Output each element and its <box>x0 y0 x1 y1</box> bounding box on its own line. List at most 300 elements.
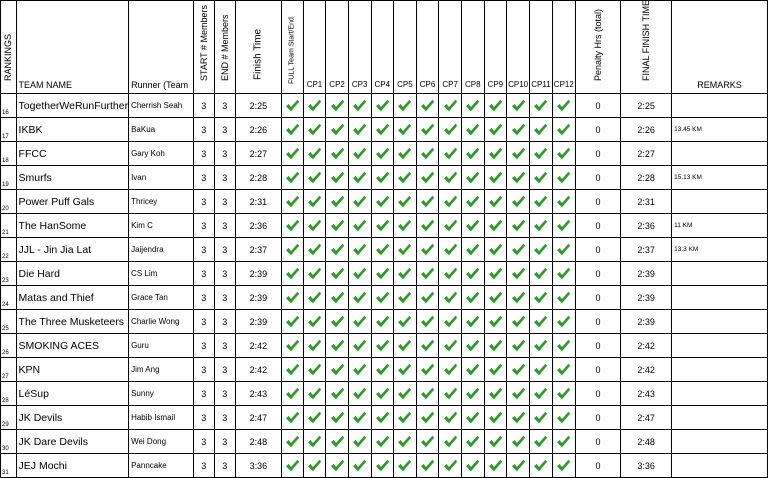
checkpoint-cell <box>552 454 575 478</box>
table-row <box>1 190 768 214</box>
checkpoint-cell <box>507 310 530 334</box>
table-row <box>1 142 768 166</box>
final-finish-cell: 3:36 <box>621 454 672 478</box>
checkmark-icon <box>511 459 526 472</box>
penalty-cell: 0 <box>575 406 620 430</box>
penalty-cell: 0 <box>575 214 620 238</box>
checkmark-icon <box>307 99 322 112</box>
checkpoint-cell <box>461 214 484 238</box>
penalty-cell: 0 <box>575 310 620 334</box>
checkpoint-cell <box>326 166 349 190</box>
checkpoint-cell <box>394 334 417 358</box>
checkmark-icon <box>375 363 390 376</box>
checkpoint-cell <box>461 430 484 454</box>
finish-time-cell: 2:47 <box>235 406 281 430</box>
checkpoint-cell <box>530 454 553 478</box>
checkmark-icon <box>511 435 526 448</box>
checkmark-icon <box>511 195 526 208</box>
checkpoint-cell <box>326 142 349 166</box>
checkpoint-cell <box>461 262 484 286</box>
final-finish-cell: 2:27 <box>621 142 672 166</box>
header-penalty: Penalty Hrs (total) <box>575 1 620 94</box>
table-row <box>1 118 768 142</box>
checkpoint-cell <box>530 214 553 238</box>
checkmark-icon <box>352 291 367 304</box>
checkpoint-cell <box>484 238 507 262</box>
checkmark-icon <box>443 339 458 352</box>
checkmark-icon <box>556 411 571 424</box>
team-name-cell: FFCC <box>16 142 129 166</box>
remarks-cell: 13.45 KM <box>672 118 768 142</box>
checkmark-icon <box>397 291 412 304</box>
checkmark-icon <box>420 339 435 352</box>
checkpoint-cell <box>348 358 371 382</box>
checkpoint-cell <box>394 454 417 478</box>
checkpoint-cell <box>326 358 349 382</box>
team-name-cell: IKBK <box>16 118 129 142</box>
rank-cell: 22 <box>1 238 17 262</box>
checkmark-icon <box>488 123 503 136</box>
checkmark-icon <box>465 147 480 160</box>
table-row <box>1 430 768 454</box>
checkpoint-cell <box>371 382 394 406</box>
checkmark-icon <box>511 315 526 328</box>
checkmark-icon <box>465 243 480 256</box>
checkmark-icon <box>533 459 548 472</box>
end-members-cell: 3 <box>214 142 235 166</box>
checkmark-icon <box>330 435 345 448</box>
full-team-check-cell <box>282 406 304 430</box>
final-finish-cell: 2:39 <box>621 262 672 286</box>
finish-time-cell: 2:26 <box>235 118 281 142</box>
checkmark-icon <box>443 123 458 136</box>
full-team-check-cell <box>282 286 304 310</box>
team-name-cell: The HanSome <box>16 214 129 238</box>
checkmark-icon <box>465 123 480 136</box>
table-row <box>1 382 768 406</box>
checkpoint-cell <box>530 334 553 358</box>
checkpoint-cell <box>439 310 462 334</box>
checkpoint-cell <box>348 118 371 142</box>
header-cp4: CP4 <box>371 1 394 94</box>
checkmark-icon <box>443 291 458 304</box>
full-team-check-cell <box>282 118 304 142</box>
checkpoint-cell <box>394 286 417 310</box>
checkmark-icon <box>420 411 435 424</box>
checkpoint-cell <box>371 454 394 478</box>
checkmark-icon <box>352 267 367 280</box>
remarks-cell: 11 KM <box>672 214 768 238</box>
runner-cell: Sunny <box>129 382 194 406</box>
remarks-cell <box>672 262 768 286</box>
team-name-cell: TogetherWeRunFurther <box>16 94 129 118</box>
checkpoint-cell <box>552 166 575 190</box>
checkpoint-cell <box>326 118 349 142</box>
checkmark-icon <box>285 267 300 280</box>
checkmark-icon <box>443 171 458 184</box>
rank-cell: 30 <box>1 430 17 454</box>
checkmark-icon <box>397 171 412 184</box>
remarks-cell <box>672 334 768 358</box>
rank-cell: 31 <box>1 454 17 478</box>
checkpoint-cell <box>326 94 349 118</box>
finish-time-cell: 3:36 <box>235 454 281 478</box>
checkmark-icon <box>307 195 322 208</box>
runner-cell: Kim C <box>129 214 194 238</box>
checkmark-icon <box>397 339 412 352</box>
table-row <box>1 238 768 262</box>
checkpoint-cell <box>326 310 349 334</box>
remarks-cell <box>672 142 768 166</box>
final-finish-cell: 2:39 <box>621 310 672 334</box>
end-members-cell: 3 <box>214 358 235 382</box>
checkpoint-cell <box>371 358 394 382</box>
header-cp10: CP10 <box>507 1 530 94</box>
checkpoint-cell <box>552 286 575 310</box>
checkmark-icon <box>352 339 367 352</box>
checkmark-icon <box>352 147 367 160</box>
checkpoint-cell <box>326 334 349 358</box>
checkpoint-cell <box>461 142 484 166</box>
checkmark-icon <box>285 147 300 160</box>
checkpoint-cell <box>303 166 326 190</box>
checkpoint-cell <box>439 286 462 310</box>
checkpoint-cell <box>507 334 530 358</box>
penalty-cell: 0 <box>575 166 620 190</box>
checkpoint-cell <box>303 454 326 478</box>
finish-time-cell: 2:28 <box>235 166 281 190</box>
header-rankings: RANKINGS <box>1 1 17 94</box>
checkmark-icon <box>330 363 345 376</box>
checkpoint-cell <box>348 238 371 262</box>
penalty-cell: 0 <box>575 454 620 478</box>
start-members-cell: 3 <box>193 118 214 142</box>
checkpoint-cell <box>394 310 417 334</box>
checkmark-icon <box>533 291 548 304</box>
checkpoint-cell <box>552 94 575 118</box>
checkmark-icon <box>556 291 571 304</box>
start-members-cell: 3 <box>193 166 214 190</box>
rank-cell: 27 <box>1 358 17 382</box>
header-start-members: START # Members <box>193 1 214 94</box>
checkpoint-cell <box>530 238 553 262</box>
start-members-cell: 3 <box>193 454 214 478</box>
checkmark-icon <box>465 411 480 424</box>
checkpoint-cell <box>484 430 507 454</box>
runner-cell: BaKua <box>129 118 194 142</box>
table-row <box>1 334 768 358</box>
start-members-cell: 3 <box>193 334 214 358</box>
checkpoint-cell <box>303 430 326 454</box>
checkmark-icon <box>420 459 435 472</box>
checkmark-icon <box>511 99 526 112</box>
full-team-check-cell <box>282 142 304 166</box>
finish-time-cell: 2:42 <box>235 358 281 382</box>
checkmark-icon <box>556 195 571 208</box>
header-cp1: CP1 <box>303 1 326 94</box>
checkmark-icon <box>465 291 480 304</box>
checkmark-icon <box>375 99 390 112</box>
team-name-cell: KPN <box>16 358 129 382</box>
table-row <box>1 262 768 286</box>
checkpoint-cell <box>348 94 371 118</box>
finish-time-cell: 2:42 <box>235 334 281 358</box>
table-row <box>1 214 768 238</box>
checkmark-icon <box>556 147 571 160</box>
checkmark-icon <box>285 435 300 448</box>
checkpoint-cell <box>484 262 507 286</box>
table-row <box>1 310 768 334</box>
checkpoint-cell <box>530 286 553 310</box>
checkpoint-cell <box>439 430 462 454</box>
checkmark-icon <box>375 435 390 448</box>
end-members-cell: 3 <box>214 262 235 286</box>
checkpoint-cell <box>484 334 507 358</box>
checkmark-icon <box>352 171 367 184</box>
table-row <box>1 358 768 382</box>
header-cp12: CP12 <box>552 1 575 94</box>
checkpoint-cell <box>416 334 439 358</box>
checkmark-icon <box>465 363 480 376</box>
finish-time-cell: 2:48 <box>235 430 281 454</box>
checkmark-icon <box>397 435 412 448</box>
checkpoint-cell <box>461 358 484 382</box>
checkmark-icon <box>352 243 367 256</box>
full-team-check-cell <box>282 382 304 406</box>
table-row <box>1 94 768 118</box>
full-team-check-cell <box>282 262 304 286</box>
checkpoint-cell <box>507 238 530 262</box>
start-members-cell: 3 <box>193 262 214 286</box>
checkmark-icon <box>465 339 480 352</box>
checkpoint-cell <box>303 310 326 334</box>
table-row <box>1 286 768 310</box>
final-finish-cell: 2:39 <box>621 286 672 310</box>
checkpoint-cell <box>303 94 326 118</box>
checkpoint-cell <box>326 238 349 262</box>
remarks-cell <box>672 286 768 310</box>
checkpoint-cell <box>348 214 371 238</box>
checkmark-icon <box>307 411 322 424</box>
team-name-cell: Die Hard <box>16 262 129 286</box>
checkmark-icon <box>307 123 322 136</box>
full-team-check-cell <box>282 166 304 190</box>
checkpoint-cell <box>371 406 394 430</box>
checkmark-icon <box>420 387 435 400</box>
penalty-cell: 0 <box>575 262 620 286</box>
rank-cell: 28 <box>1 382 17 406</box>
results-body <box>1 94 768 478</box>
runner-cell: Charlie Wong <box>129 310 194 334</box>
header-cp6: CP6 <box>416 1 439 94</box>
header-cp11: CP11 <box>530 1 553 94</box>
checkmark-icon <box>375 411 390 424</box>
end-members-cell: 3 <box>214 334 235 358</box>
checkmark-icon <box>352 123 367 136</box>
remarks-cell <box>672 430 768 454</box>
checkmark-icon <box>556 459 571 472</box>
checkpoint-cell <box>303 382 326 406</box>
checkpoint-cell <box>484 190 507 214</box>
checkmark-icon <box>488 267 503 280</box>
checkpoint-cell <box>416 310 439 334</box>
checkmark-icon <box>465 267 480 280</box>
checkpoint-cell <box>530 142 553 166</box>
remarks-cell: 15.13 KM <box>672 166 768 190</box>
checkpoint-cell <box>461 238 484 262</box>
rank-cell: 19 <box>1 166 17 190</box>
penalty-cell: 0 <box>575 334 620 358</box>
checkmark-icon <box>352 459 367 472</box>
checkpoint-cell <box>552 382 575 406</box>
checkmark-icon <box>511 387 526 400</box>
checkmark-icon <box>307 315 322 328</box>
checkmark-icon <box>420 171 435 184</box>
rank-cell: 20 <box>1 190 17 214</box>
checkpoint-cell <box>507 286 530 310</box>
checkmark-icon <box>397 315 412 328</box>
checkmark-icon <box>420 123 435 136</box>
finish-time-cell: 2:39 <box>235 286 281 310</box>
checkmark-icon <box>420 363 435 376</box>
end-members-cell: 3 <box>214 406 235 430</box>
finish-time-cell: 2:36 <box>235 214 281 238</box>
checkmark-icon <box>397 99 412 112</box>
checkpoint-cell <box>303 334 326 358</box>
header-remarks: REMARKS <box>672 1 768 94</box>
checkmark-icon <box>375 315 390 328</box>
start-members-cell: 3 <box>193 358 214 382</box>
checkpoint-cell <box>507 382 530 406</box>
checkmark-icon <box>533 219 548 232</box>
checkpoint-cell <box>303 286 326 310</box>
checkpoint-cell <box>348 430 371 454</box>
checkpoint-cell <box>348 286 371 310</box>
checkpoint-cell <box>416 286 439 310</box>
penalty-cell: 0 <box>575 286 620 310</box>
checkmark-icon <box>397 387 412 400</box>
start-members-cell: 3 <box>193 214 214 238</box>
rank-cell: 17 <box>1 118 17 142</box>
team-name-cell: JEJ Mochi <box>16 454 129 478</box>
checkpoint-cell <box>530 166 553 190</box>
finish-time-cell: 2:43 <box>235 382 281 406</box>
checkpoint-cell <box>439 94 462 118</box>
checkpoint-cell <box>371 334 394 358</box>
checkpoint-cell <box>416 214 439 238</box>
checkpoint-cell <box>507 262 530 286</box>
checkpoint-cell <box>416 358 439 382</box>
checkpoint-cell <box>439 142 462 166</box>
finish-time-cell: 2:31 <box>235 190 281 214</box>
start-members-cell: 3 <box>193 382 214 406</box>
remarks-cell <box>672 382 768 406</box>
finish-time-cell: 2:25 <box>235 94 281 118</box>
end-members-cell: 3 <box>214 454 235 478</box>
checkpoint-cell <box>484 142 507 166</box>
rank-cell: 29 <box>1 406 17 430</box>
checkmark-icon <box>285 315 300 328</box>
end-members-cell: 3 <box>214 94 235 118</box>
checkmark-icon <box>330 387 345 400</box>
runner-cell: Jim Ang <box>129 358 194 382</box>
remarks-cell <box>672 358 768 382</box>
checkpoint-cell <box>439 358 462 382</box>
header-cp3: CP3 <box>348 1 371 94</box>
full-team-check-cell <box>282 334 304 358</box>
team-name-cell: The Three Musketeers <box>16 310 129 334</box>
checkmark-icon <box>420 315 435 328</box>
checkmark-icon <box>285 243 300 256</box>
checkpoint-cell <box>348 190 371 214</box>
checkmark-icon <box>488 411 503 424</box>
checkpoint-cell <box>394 166 417 190</box>
checkmark-icon <box>375 387 390 400</box>
checkpoint-cell <box>507 430 530 454</box>
checkmark-icon <box>465 171 480 184</box>
checkmark-icon <box>488 147 503 160</box>
start-members-cell: 3 <box>193 238 214 262</box>
checkmark-icon <box>443 315 458 328</box>
checkpoint-cell <box>552 262 575 286</box>
checkpoint-cell <box>552 238 575 262</box>
checkmark-icon <box>330 339 345 352</box>
checkmark-icon <box>533 363 548 376</box>
runner-cell: Wei Dong <box>129 430 194 454</box>
checkpoint-cell <box>484 118 507 142</box>
checkpoint-cell <box>530 358 553 382</box>
checkmark-icon <box>465 99 480 112</box>
checkmark-icon <box>488 171 503 184</box>
full-team-check-cell <box>282 190 304 214</box>
checkpoint-cell <box>416 94 439 118</box>
rank-cell: 23 <box>1 262 17 286</box>
checkpoint-cell <box>507 358 530 382</box>
header-full-team: FULL Team Start/End <box>282 1 304 94</box>
final-finish-cell: 2:25 <box>621 94 672 118</box>
checkpoint-cell <box>394 94 417 118</box>
checkmark-icon <box>443 435 458 448</box>
team-name-cell: JK Dare Devils <box>16 430 129 454</box>
checkmark-icon <box>330 459 345 472</box>
checkpoint-cell <box>416 238 439 262</box>
checkpoint-cell <box>416 430 439 454</box>
checkpoint-cell <box>530 430 553 454</box>
end-members-cell: 3 <box>214 118 235 142</box>
checkpoint-cell <box>303 118 326 142</box>
start-members-cell: 3 <box>193 406 214 430</box>
checkmark-icon <box>330 315 345 328</box>
checkmark-icon <box>511 171 526 184</box>
checkmark-icon <box>533 99 548 112</box>
checkmark-icon <box>488 315 503 328</box>
checkpoint-cell <box>461 118 484 142</box>
checkmark-icon <box>420 243 435 256</box>
checkpoint-cell <box>484 454 507 478</box>
checkmark-icon <box>511 291 526 304</box>
penalty-cell: 0 <box>575 118 620 142</box>
checkmark-icon <box>443 243 458 256</box>
checkmark-icon <box>307 291 322 304</box>
full-team-check-cell <box>282 310 304 334</box>
checkmark-icon <box>307 387 322 400</box>
checkmark-icon <box>488 435 503 448</box>
start-members-cell: 3 <box>193 190 214 214</box>
checkmark-icon <box>330 267 345 280</box>
checkmark-icon <box>488 243 503 256</box>
checkpoint-cell <box>507 142 530 166</box>
checkpoint-cell <box>326 382 349 406</box>
